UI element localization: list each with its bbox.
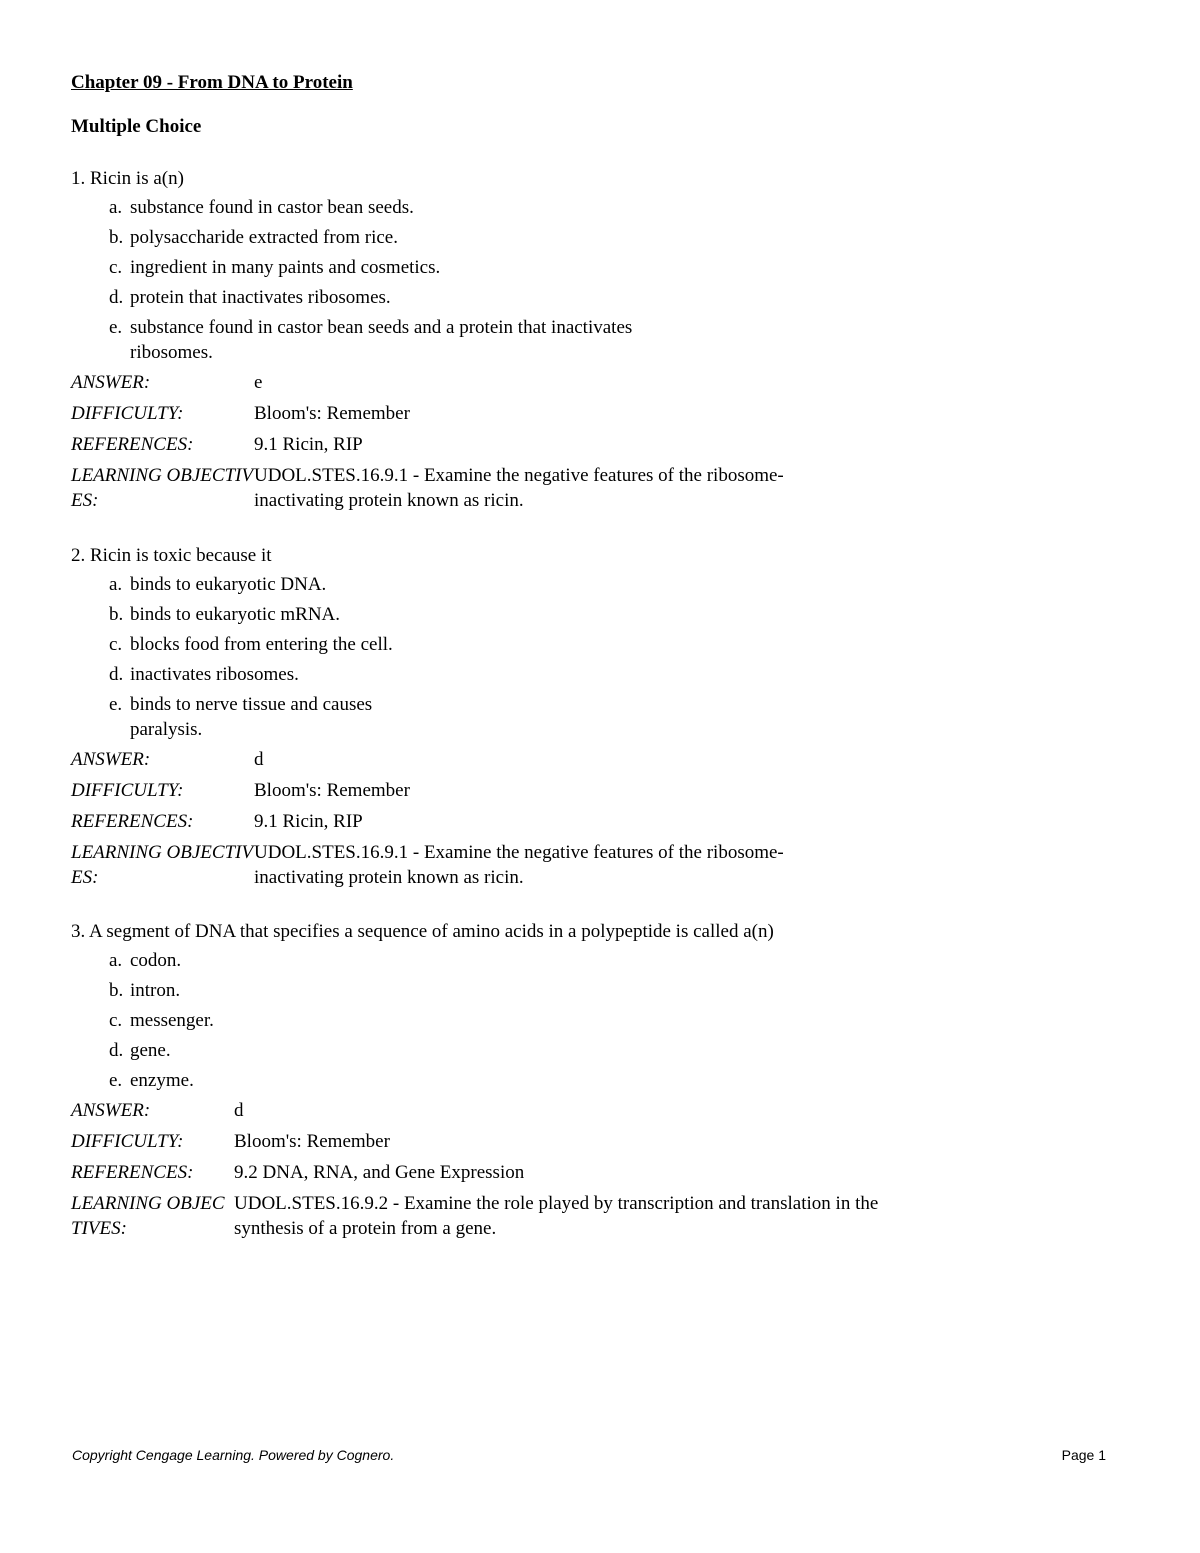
choice-letter: d.: [109, 287, 124, 308]
choice-d: [71, 1038, 1071, 1063]
question-stem: 1. Ricin is a(n): [71, 168, 184, 189]
answer-label: ANSWER:: [71, 749, 151, 770]
answer-value: e: [254, 372, 263, 393]
references-label: REFERENCES:: [71, 1162, 194, 1183]
choice-text: inactivates ribosomes.: [130, 664, 299, 685]
learning-objectives-value: UDOL.STES.16.9.1 - Examine the negative features of the ribosome-inactivating protein known as ricin.: [254, 842, 784, 888]
answer-row: [71, 370, 1071, 395]
answer-label: ANSWER:: [71, 372, 151, 393]
choice-letter: d.: [109, 664, 124, 685]
references-row: [71, 432, 1071, 457]
references-row: [71, 1160, 1071, 1185]
choice-a: [71, 572, 1071, 597]
learning-objectives-label: LEARNING OBJECTIVES:: [71, 465, 254, 511]
difficulty-value: Bloom's: Remember: [234, 1131, 390, 1152]
question-stem: 2. Ricin is toxic because it: [71, 545, 272, 566]
choice-text: ingredient in many paints and cosmetics.: [130, 257, 441, 278]
choice-letter: c.: [109, 257, 123, 278]
choice-e: [71, 1068, 1071, 1093]
choice-text: binds to eukaryotic DNA.: [130, 574, 327, 595]
difficulty-label: DIFFICULTY:: [71, 403, 184, 424]
choice-list: [71, 195, 1071, 365]
chapter-title: Chapter 09 - From DNA to Protein: [71, 72, 353, 93]
choice-c: [71, 632, 1071, 657]
learning-objectives-label: LEARNING OBJECTIVES:: [71, 1193, 225, 1239]
learning-objectives-row: [71, 1191, 1071, 1241]
choice-letter: c.: [109, 1010, 123, 1031]
choice-text: binds to eukaryotic mRNA.: [130, 604, 341, 625]
choice-text: substance found in castor bean seeds and a protein that inactivates ribosomes.: [130, 317, 633, 363]
choice-letter: a.: [109, 950, 123, 971]
difficulty-value: Bloom's: Remember: [254, 403, 410, 424]
choice-b: [71, 225, 1071, 250]
learning-objectives-value: UDOL.STES.16.9.2 - Examine the role played by transcription and translation in the synthesis of a protein from a gene.: [234, 1193, 879, 1239]
choice-text: protein that inactivates ribosomes.: [130, 287, 391, 308]
section-title: Multiple Choice: [71, 116, 202, 137]
choice-letter: e.: [109, 694, 123, 715]
choice-text: codon.: [130, 950, 182, 971]
question-1: [71, 167, 1071, 519]
choice-letter: b.: [109, 227, 124, 248]
learning-objectives-row: [71, 840, 1071, 890]
choice-a: [71, 195, 1071, 220]
choice-b: [71, 978, 1071, 1003]
references-row: [71, 809, 1071, 834]
question-stem: 3. A segment of DNA that specifies a sequence of amino acids in a polypeptide is called a(n): [71, 921, 774, 942]
choice-c: [71, 1008, 1071, 1033]
choice-letter: a.: [109, 197, 123, 218]
answer-row: [71, 1098, 1071, 1123]
choice-text: intron.: [130, 980, 181, 1001]
choice-c: [71, 255, 1071, 280]
difficulty-row: [71, 401, 1071, 426]
difficulty-row: [71, 778, 1071, 803]
choice-text: binds to nerve tissue and causes paralysis.: [130, 694, 373, 740]
choice-text: polysaccharide extracted from rice.: [130, 227, 398, 248]
choice-letter: a.: [109, 574, 123, 595]
learning-objectives-value: UDOL.STES.16.9.1 - Examine the negative features of the ribosome-inactivating protein known as ricin.: [254, 465, 784, 511]
choice-text: substance found in castor bean seeds.: [130, 197, 414, 218]
answer-label: ANSWER:: [71, 1100, 151, 1121]
choice-b: [71, 602, 1071, 627]
choice-letter: b.: [109, 980, 124, 1001]
choice-text: messenger.: [130, 1010, 214, 1031]
footer-copyright: Copyright Cengage Learning. Powered by Cognero.: [72, 1447, 395, 1463]
choice-text: gene.: [130, 1040, 171, 1061]
choice-d: [71, 285, 1071, 310]
learning-objectives-label: LEARNING OBJECTIVES:: [71, 842, 254, 888]
references-label: REFERENCES:: [71, 434, 194, 455]
answer-value: d: [254, 749, 264, 770]
choice-letter: d.: [109, 1040, 124, 1061]
difficulty-value: Bloom's: Remember: [254, 780, 410, 801]
choice-e: [71, 692, 1071, 742]
references-value: 9.2 DNA, RNA, and Gene Expression: [234, 1162, 525, 1183]
references-value: 9.1 Ricin, RIP: [254, 434, 363, 455]
choice-e: [71, 315, 1071, 365]
question-3: [71, 920, 1071, 1247]
difficulty-label: DIFFICULTY:: [71, 1131, 184, 1152]
choice-letter: e.: [109, 1070, 123, 1091]
difficulty-label: DIFFICULTY:: [71, 780, 184, 801]
choice-list: [71, 572, 1071, 742]
choice-d: [71, 662, 1071, 687]
choice-letter: e.: [109, 317, 123, 338]
answer-value: d: [234, 1100, 244, 1121]
choice-text: enzyme.: [130, 1070, 194, 1091]
choice-a: [71, 948, 1071, 973]
choice-text: blocks food from entering the cell.: [130, 634, 393, 655]
question-2: [71, 544, 1071, 896]
choice-letter: c.: [109, 634, 123, 655]
footer-page-number: Page 1: [1061, 1447, 1106, 1463]
choice-list: [71, 948, 1071, 1093]
choice-letter: b.: [109, 604, 124, 625]
references-value: 9.1 Ricin, RIP: [254, 811, 363, 832]
difficulty-row: [71, 1129, 1071, 1154]
answer-row: [71, 747, 1071, 772]
references-label: REFERENCES:: [71, 811, 194, 832]
learning-objectives-row: [71, 463, 1071, 513]
